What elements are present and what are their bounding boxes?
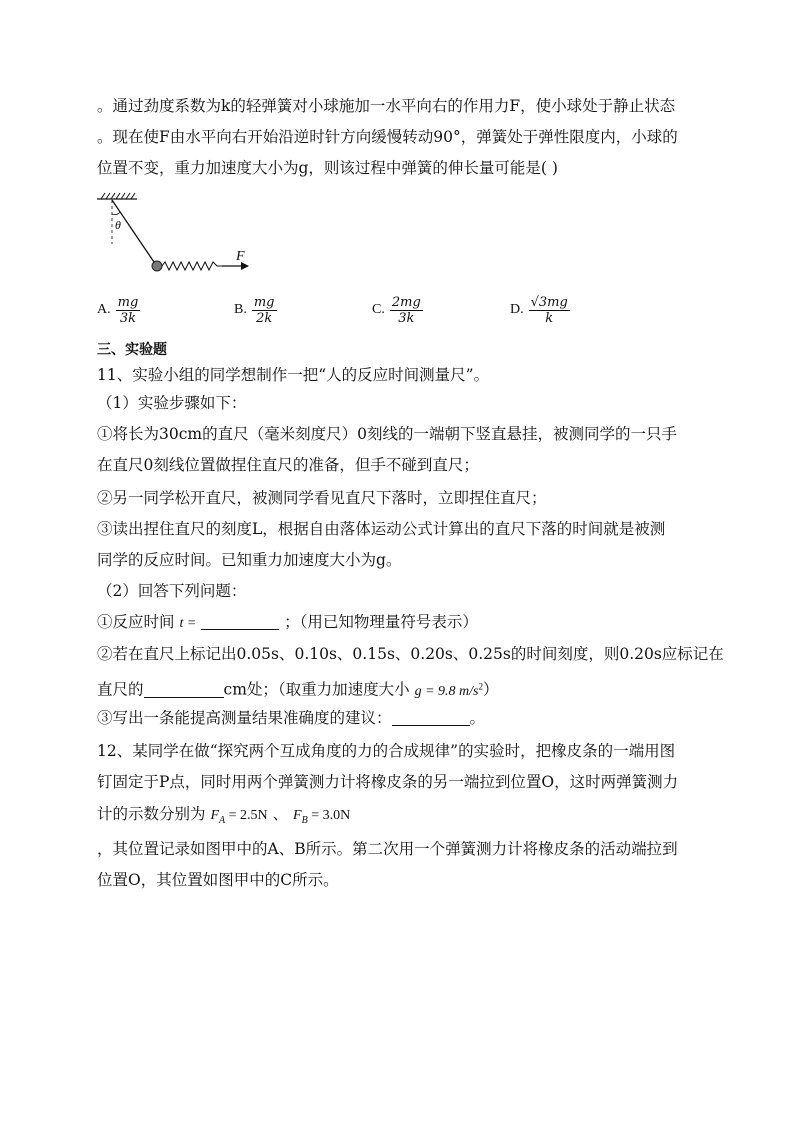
ball: [152, 261, 162, 271]
problem11-question1: [97, 611, 478, 635]
problem11-question2-line2: [97, 675, 499, 703]
problem11-step1-line1: ①将长为30cm的直尺（毫米刻度尺）0刻线的一端朝下竖直悬挂，被测同学的一只手: [97, 425, 677, 443]
force-a-value: $F_A = 2.5N$: [210, 808, 268, 826]
option-d-fraction: [529, 295, 570, 326]
value-separator: 、: [272, 805, 289, 823]
option-b-label: B.: [234, 302, 247, 317]
section-heading: 三、实验题: [97, 341, 167, 357]
problem11-question2-line1: ②若在直尺上标记出0.05s、0.10s、0.15s、0.20s、0.25s的时间刻度，则0.20s应标记在: [97, 645, 724, 663]
q2-mid: cm处；（取重力加速度大小: [223, 680, 410, 699]
force-b-value: $F_B = 3.0N$: [293, 808, 351, 826]
problem11-step1-line2: 在直尺0刻线位置做捏住直尺的准备，但手不碰到直尺；: [97, 456, 479, 474]
q2-prefix: 直尺的: [97, 680, 144, 699]
q1-prefix: ①反应时间: [97, 613, 175, 631]
option-d-numerator: √3mg: [530, 294, 568, 310]
problem12-line3: [97, 803, 350, 832]
problem12-line2: 钉固定于P点，同时用两个弹簧测力计将橡皮条的另一端拉到位置O，这时两弹簧测力: [97, 773, 679, 791]
angle-arc: [112, 212, 120, 215]
q3-prefix: ③写出一条能提高测量结果准确度的建议：: [97, 709, 392, 727]
problem11-step3-line1: ③读出捏住直尺的刻度L，根据自由落体运动公式计算出的直尺下落的时间就是被测: [97, 520, 666, 538]
problem10-line1: 。通过劲度系数为k的轻弹簧对小球施加一水平向右的作用力F，使小球处于静止状态: [97, 97, 676, 115]
option-a-numerator: mg: [117, 294, 139, 310]
q2-answer-blank[interactable]: [144, 681, 224, 698]
problem11-title: 11、实验小组的同学想制作一把“人的反应时间测量尺”。: [97, 366, 490, 384]
problem11-step2: ②另一同学松开直尺，被测同学看见直尺下落时，立即捏住直尺；: [97, 489, 547, 507]
problem11-part2-heading: （2）回答下列问题：: [97, 582, 247, 600]
spring: [162, 262, 222, 270]
force-label: F: [236, 249, 245, 264]
problem11-part1-heading: （1）实验步骤如下：: [97, 394, 247, 412]
option-b-numerator: mg: [253, 294, 275, 310]
option-c-denominator: 3k: [398, 310, 415, 326]
option-b[interactable]: [234, 290, 277, 330]
problem12-line1: 12、某同学在做“探究两个互成角度的力的合成规律”的实验时，把橡皮条的一端用图: [97, 742, 676, 760]
q2-gravity-value: g = 9.8 $m/s^2$: [414, 681, 483, 699]
option-c-label: C.: [372, 302, 385, 317]
theta-label: θ: [115, 218, 121, 232]
ceiling-hatching: [101, 193, 135, 199]
option-d-label: D.: [510, 302, 524, 317]
option-d-denominator: k: [545, 310, 554, 326]
option-b-fraction: [252, 295, 277, 326]
option-a-label: A.: [97, 302, 111, 317]
option-d[interactable]: [510, 290, 570, 330]
option-a-denominator: 3k: [119, 310, 137, 326]
problem11-step3-line2: 同学的反应时间。已知重力加速度大小为g。: [97, 551, 402, 569]
q1-suffix: ；（用已知物理量符号表示）: [284, 613, 478, 631]
option-c[interactable]: [372, 290, 423, 330]
problem12-line4: ，其位置记录如图甲中的A、B所示。第二次用一个弹簧测力计将橡皮条的活动端拉到: [97, 840, 678, 858]
q1-variable: t =: [179, 616, 197, 631]
problem12-line5: 位置O，其位置如图甲中的C所示。: [97, 871, 339, 889]
problem10-line2: 。现在使F由水平向右开始沿逆时针方向缓慢转动90°，弹簧处于弹性限度内，小球的: [97, 128, 678, 146]
q3-suffix: 。: [469, 709, 486, 727]
q2-close: ）: [483, 680, 499, 699]
problem10-line3: 位置不变，重力加速度大小为g，则该过程中弹簧的伸长量可能是( ): [97, 159, 558, 177]
string-line: [112, 200, 156, 265]
option-a-fraction: [116, 295, 141, 326]
line3-prefix: 计的示数分别为: [97, 805, 206, 823]
pendulum-spring-figure: [95, 192, 255, 277]
q1-answer-blank[interactable]: [201, 613, 279, 630]
option-c-fraction: [390, 295, 423, 326]
problem11-question3: [97, 707, 485, 729]
option-c-numerator: 2mg: [391, 294, 421, 310]
q3-answer-blank[interactable]: [392, 709, 470, 726]
option-b-denominator: 2k: [256, 310, 273, 326]
option-a[interactable]: [97, 290, 140, 330]
